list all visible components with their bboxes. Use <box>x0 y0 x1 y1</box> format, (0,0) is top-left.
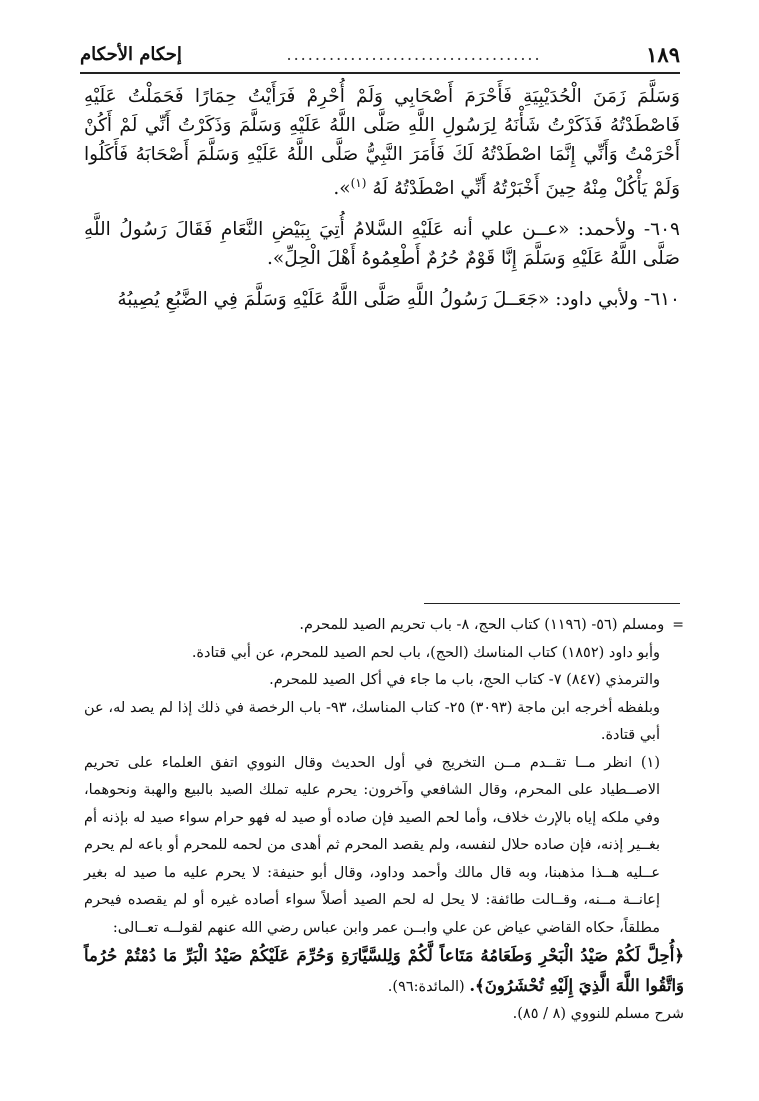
text-line: ولأبي داود: «جَعَــلَ رَسُولُ اللَّهِ صَلَّى اللَّهُ عَلَيْهِ وَسَلَّمَ فِي الضَّبُعِ يُصِيبُهُ <box>117 289 639 311</box>
hadith-608-continuation <box>84 82 680 203</box>
quote-close: ». <box>333 178 351 200</box>
main-text <box>84 82 680 314</box>
quran-verse-line <box>84 942 684 1001</box>
text-line: ولأحمد: «عــن علي أنه عَلَيْهِ السَّلامُ أُتِيَ بِبَيْضِ النَّعَامِ فَقَالَ رَسُولُ اللَّهِ <box>84 219 636 241</box>
hadith-609 <box>84 215 680 273</box>
header-dots: .................................... <box>286 44 542 64</box>
footnote-divider <box>424 603 680 604</box>
continuation-mark: = <box>672 617 684 633</box>
text-line: وَسَلَّمَ زَمَنَ الْحُدَيْبِيَةِ فَأَحْرَمَ أَصْحَابِي وَلَمْ أُحْرِمْ فَرَأَيْتُ حِمَارًا فَحَمَلْتُ عَلَيْهِ فَاصْطَدْتُهُ <box>84 86 680 136</box>
footnote-line: وأبو داود (١٨٥٢) كتاب المناسك (الحج)، باب لحم الصيد للمحرم، عن أبي قتادة. <box>191 644 660 661</box>
page-header <box>80 36 680 74</box>
page-number: ١٨٩ <box>646 41 680 67</box>
quran-verse: ﴿أُحِلَّ لَكُمْ صَيْدُ الْبَحْرِ وَطَعَامُهُ مَتَاعاً لَّكُمْ وَلِلسَّيَّارَةِ وَحُرِّمَ عَلَيْكُمْ صَيْدُ الْبَرِّ مَا دُمْتُمْ حُرُماً وَاتَّقُوا اللَّهَ الَّذِيَ إِلَيْهِ تُحْشَرُونَ﴾. <box>84 946 684 995</box>
footnote-line: =ومسلم (٥٦- (١١٩٦) كتاب الحج، ٨- باب تحريم الصيد للمحرم. <box>299 617 684 633</box>
text-line: أَخْبَرْتُهُ أَنِّي اصْطَدْتُهُ لَهُ <box>372 178 540 200</box>
hadith-610 <box>84 285 680 314</box>
hadith-number: ٦٠٩- <box>643 219 680 241</box>
hadith-number: ٦١٠- <box>643 289 680 311</box>
footnote-ref: (١) <box>350 176 367 190</box>
footnotes <box>84 612 684 1029</box>
footnote-source: شرح مسلم للنووي (٨ / ٨٥). <box>512 1006 684 1022</box>
text-line: إِنَّمَا اصْطَدْتُهُ لَكَ فَأَمَرَ النَّبِيُّ صَلَّى اللَّهُ عَلَيْهِ وَسَلَّمَ أَصْحَابَهُ فَأَكَلُوا وَلَمْ يَأْكُلْ مِنْهُ حِينَ <box>84 144 680 200</box>
footnote-line: وبلفظه أخرجه ابن ماجة (٣٠٩٣) ٢٥- كتاب المناسك، ٩٣- باب الرخصة في ذلك إذا لم يصد له، عن أبي قتادة. <box>84 699 660 743</box>
footnote-line: والترمذي (٨٤٧) ٧- كتاب الحج، باب ما جاء في أكل الصيد للمحرم. <box>269 672 660 688</box>
footnote-1: (١) انظر مــا تقــدم مــن التخريج في أول الحديث وقال النووي اتفق العلماء على تحريم الاصــطياد على المحرم، وقال الشافعي وآخرون: يحرم عليه تملك الصيد بالبيع والهبة ونحوهما، وفي ملكه إياه بالإرث خلاف، وأما لحم الصيد فإن صاده أو صيد له فهو حرام سواء صيد له بإذنه أم بغــير إذنه، فإن صاده حلال لنفسه، ولم يقصد المحرم ثم أهدى من لحمه للمحرم أو باعه لم يحرم عــليه هــذا مذهبنا، وبه قال مالك وأحمد وداود، وقال أبو حنيفة: لا يحرم عليه ما صيد له بغير إعانــة مــنه، وقــالت طائفة: لا يحل له لحم الصيد أصلاً سواء أصاده غيره أو لم يقصده فيحرم مطلقاً، حكاه القاضي عياض عن علي وابــن عمر وابن عباس رضي الله عنهم لقولــه تعــالى: <box>84 754 660 936</box>
verse-reference: (المائدة:٩٦). <box>387 978 465 995</box>
text-line: صَلَّى اللَّهُ عَلَيْهِ وَسَلَّمَ إِنَّا قَوْمٌ حُرُمٌ أَطْعِمُوهُ أَهْلَ الْحِلِّ». <box>267 248 680 270</box>
book-title: إحكام الأحكام <box>80 43 182 65</box>
text-line: فَذَكَرْتُ شَأْنَهُ لِرَسُولِ اللَّهِ صَلَّى اللَّهُ عَلَيْهِ وَسَلَّمَ وَذَكَرْتُ أَنِّي لَمْ أَكُنْ أَحْرَمْتُ وَأَنِّي <box>84 115 680 165</box>
